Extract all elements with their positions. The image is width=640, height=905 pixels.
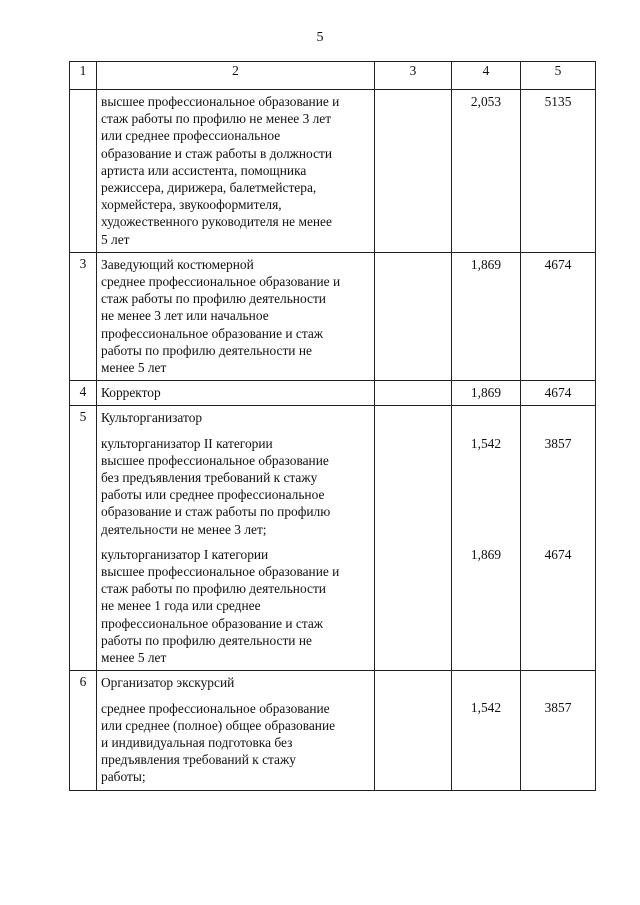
header-cell: 5	[521, 62, 596, 90]
row-number-cell: 3	[70, 252, 97, 380]
table-body	[70, 62, 596, 791]
description-block	[101, 435, 371, 538]
description-line: культорганизатор I категории	[101, 546, 269, 562]
column-3-cell	[375, 90, 452, 253]
row-number-cell: 4	[70, 381, 97, 406]
description-block	[101, 674, 371, 691]
description-block	[101, 409, 371, 426]
salary-value: 4674	[544, 256, 572, 272]
description-line: культорганизатор II категории	[101, 435, 273, 451]
description-line: или среднее профессиональное	[101, 128, 281, 144]
column-3-value	[375, 256, 451, 376]
description-line: работы по профилю деятельности не	[101, 632, 312, 648]
description-line: или среднее (полное) общее образование	[101, 717, 336, 733]
column-3-value	[375, 546, 451, 666]
description-line: стаж работы по профилю деятельности	[101, 291, 326, 307]
description-line: высшее профессиональное образование	[101, 452, 329, 468]
description-line: работы или среднее профессиональное	[101, 487, 325, 503]
coefficient-value	[452, 409, 520, 426]
description-block	[101, 93, 371, 248]
table-row	[70, 252, 596, 380]
salary-cell	[521, 406, 596, 671]
coefficient-value	[452, 674, 520, 691]
salary-value	[521, 674, 595, 691]
description-line: стаж работы по профилю деятельности	[101, 581, 326, 597]
description-line: Заведующий костюмерной	[101, 256, 254, 272]
description-line: не менее 3 лет или начальное	[101, 308, 269, 324]
coefficient-value: 1,869	[470, 546, 502, 562]
description-line: художественного руководителя не менее	[101, 214, 332, 230]
description-line: среднее профессиональное образование	[101, 700, 330, 716]
description-line: работы;	[101, 769, 146, 785]
coefficient-value: 2,053	[470, 94, 502, 109]
coefficient-cell	[452, 381, 521, 406]
salary-value: 4674	[544, 385, 572, 401]
column-3-value	[375, 674, 451, 691]
position-description-cell	[97, 406, 375, 671]
description-line: высшее профессиональное образование и	[101, 564, 340, 580]
salary-value: 3857	[544, 435, 572, 451]
position-description-cell	[97, 252, 375, 380]
description-block	[101, 546, 371, 666]
header-cell: 4	[452, 62, 521, 90]
column-3-value	[375, 93, 451, 248]
table-row	[70, 90, 596, 253]
header-cell: 3	[375, 62, 452, 90]
table-row	[70, 406, 596, 671]
salary-value: 3857	[544, 700, 572, 716]
coefficient-cell	[452, 406, 521, 671]
position-description-cell	[97, 671, 375, 790]
description-line: 5 лет	[101, 231, 130, 247]
description-line: без предъявления требований к стажу	[101, 470, 318, 486]
description-line: артиста или ассистента, помощника	[101, 162, 307, 178]
column-3-value	[375, 699, 451, 785]
description-line: Культорганизатор	[101, 410, 203, 426]
coefficient-cell	[452, 90, 521, 253]
coefficient-value: 1,542	[470, 435, 502, 451]
salary-cell	[521, 671, 596, 790]
column-3-cell	[375, 671, 452, 790]
column-3-cell	[375, 406, 452, 671]
description-line: и индивидуальная подготовка без	[101, 734, 293, 750]
page-number: 5	[316, 30, 324, 45]
salary-value: 5135	[544, 94, 572, 109]
salary-cell	[521, 252, 596, 380]
header-cell: 1	[70, 62, 97, 90]
description-line: Корректор	[101, 385, 161, 401]
description-line: менее 5 лет	[101, 360, 167, 376]
table-row	[70, 671, 596, 790]
coefficient-cell	[452, 252, 521, 380]
description-block	[101, 256, 371, 376]
description-line: Организатор экскурсий	[101, 675, 235, 691]
coefficient-cell	[452, 671, 521, 790]
description-line: не менее 1 года или среднее	[101, 598, 261, 614]
row-number-cell: 5	[70, 406, 97, 671]
description-line: хормейстера, звукооформителя,	[101, 197, 282, 213]
position-description-cell	[97, 90, 375, 253]
coefficient-value: 1,542	[470, 700, 502, 716]
description-line: работы по профилю деятельности не	[101, 342, 312, 358]
description-line: предъявления требований к стажу	[101, 752, 296, 768]
header-cell: 2	[97, 62, 375, 90]
description-line: профессиональное образование и стаж	[101, 325, 324, 341]
description-line: профессиональное образование и стаж	[101, 615, 324, 631]
column-3-value	[375, 384, 451, 401]
table-row	[70, 381, 596, 406]
description-line: высшее профессиональное образование и	[101, 94, 340, 109]
table-header-row	[70, 62, 596, 90]
position-description-cell	[97, 381, 375, 406]
description-line: среднее профессиональное образование и	[101, 274, 341, 290]
description-line: деятельности не менее 3 лет;	[101, 521, 267, 537]
row-number-cell: 6	[70, 671, 97, 790]
column-3-cell	[375, 381, 452, 406]
salary-table	[69, 61, 596, 791]
description-line: образование и стаж работы по профилю	[101, 504, 331, 520]
column-3-value	[375, 409, 451, 426]
coefficient-value: 1,869	[470, 256, 502, 272]
coefficient-value: 1,869	[470, 385, 502, 401]
salary-value	[521, 409, 595, 426]
description-block	[101, 384, 371, 401]
description-block	[101, 700, 371, 786]
salary-value: 4674	[544, 546, 572, 562]
description-line: стаж работы по профилю не менее 3 лет	[101, 111, 332, 127]
salary-cell	[521, 381, 596, 406]
column-3-cell	[375, 252, 452, 380]
row-number-cell	[70, 90, 97, 253]
description-line: режиссера, дирижера, балетмейстера,	[101, 180, 317, 196]
description-line: менее 5 лет	[101, 650, 167, 666]
description-line: образование и стаж работы в должности	[101, 145, 333, 161]
column-3-value	[375, 435, 451, 538]
salary-cell	[521, 90, 596, 253]
